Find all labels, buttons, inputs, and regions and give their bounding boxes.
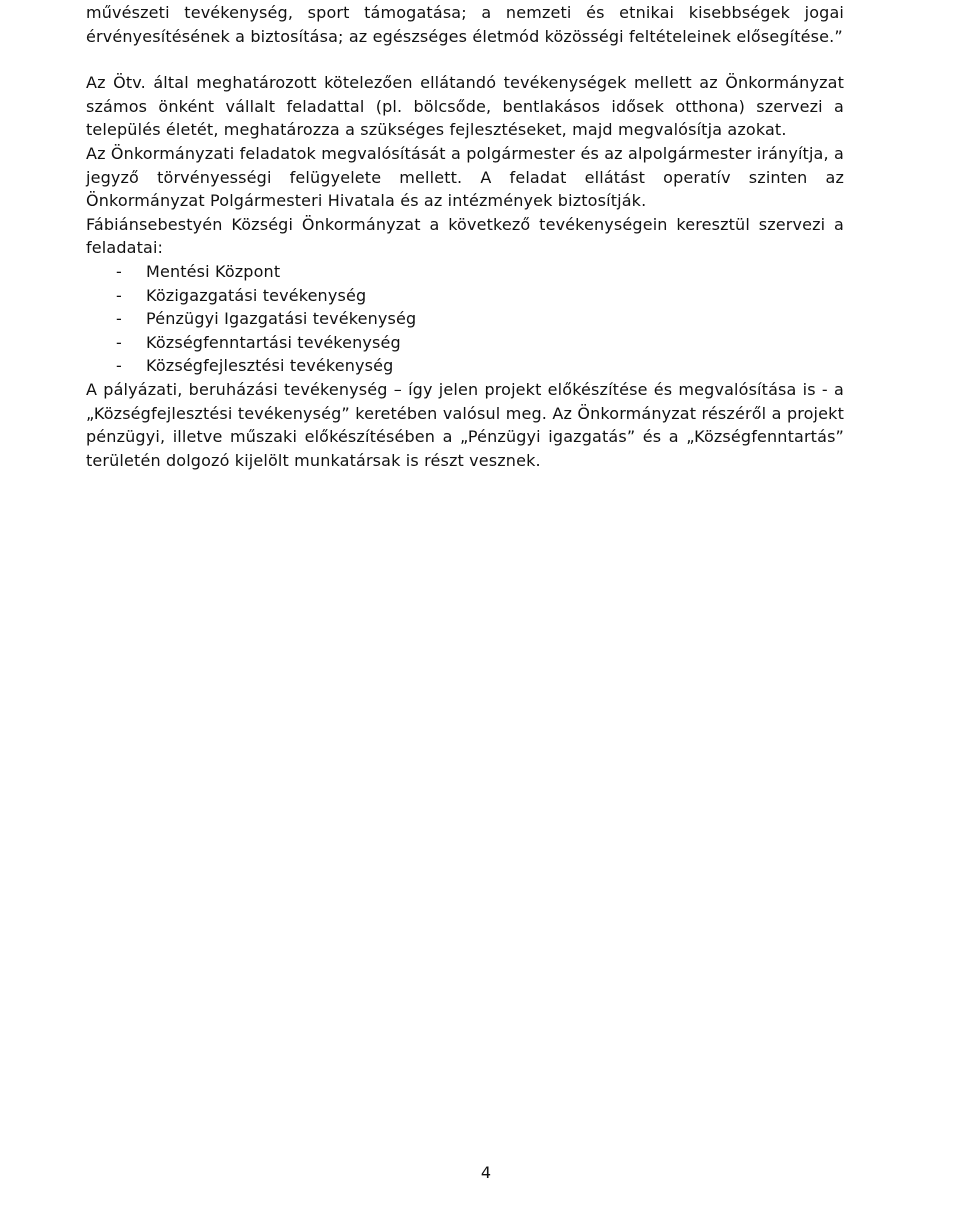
paragraph-project-responsibility: A pályázati, beruházási tevékenység – így jelen projekt előkészítése és megvalósítása is - a „Községfejlesztési tevékenység” keretében valósul meg. Az Önkormányzat részéről a projekt pénzügyi, illetve műszaki előkészítésében a „Pénzügyi igazgatás” és a „Községfenntartás” területén dolgozó kijelölt munkatársak is részt vesznek. <box>86 379 844 470</box>
list-dash: - <box>116 285 122 305</box>
list-dash: - <box>116 261 122 281</box>
list-item <box>116 331 844 355</box>
list-dash: - <box>116 309 122 329</box>
list-item-text: Községfenntartási tevékenység <box>146 332 401 352</box>
list-item <box>116 354 844 378</box>
paragraph-tasks-continuation: művészeti tevékenység, sport támogatása; a nemzeti és etnikai kisebbségek jogai érvényesítésének a biztosítása; az egészséges életmód közösségi feltételeinek elősegítése.” <box>86 3 844 46</box>
list-item-text: Mentési Központ <box>146 261 281 281</box>
paragraph-activities-intro: Fábiánsebestyén Községi Önkormányzat a következő tevékenységein keresztül szervezi a feladatai: <box>86 214 844 258</box>
list-item-text: Pénzügyi Igazgatási tevékenység <box>146 309 417 329</box>
paragraph-gap <box>86 48 844 71</box>
list-item-text: Községfejlesztési tevékenység <box>146 356 394 376</box>
list-item <box>116 307 844 331</box>
list-dash: - <box>116 356 122 376</box>
list-item <box>116 284 844 308</box>
paragraph-mandatory-tasks: Az Ötv. által meghatározott kötelezően ellátandó tevékenységek mellett az Önkormányzat számos önként vállalt feladattal (pl. bölcsőde, bentlakásos idősek otthona) szervezi a település életét, meghatározza a szükséges fejlesztéseket, majd megvalósítja azokat. <box>86 73 844 140</box>
activities-list <box>86 260 844 378</box>
list-dash: - <box>116 332 122 352</box>
document-body <box>86 0 844 472</box>
list-item <box>116 260 844 284</box>
paragraph-governance: Az Önkormányzati feladatok megvalósítását a polgármester és az alpolgármester irányítja, a jegyző törvényességi felügyelete mellett. A feladat ellátást operatív szinten az Önkormányzat Polgármesteri Hivatala és az intézmények biztosítják. <box>86 143 844 211</box>
page-number: 4 <box>480 1163 492 1182</box>
list-item-text: Közigazgatási tevékenység <box>146 285 367 305</box>
